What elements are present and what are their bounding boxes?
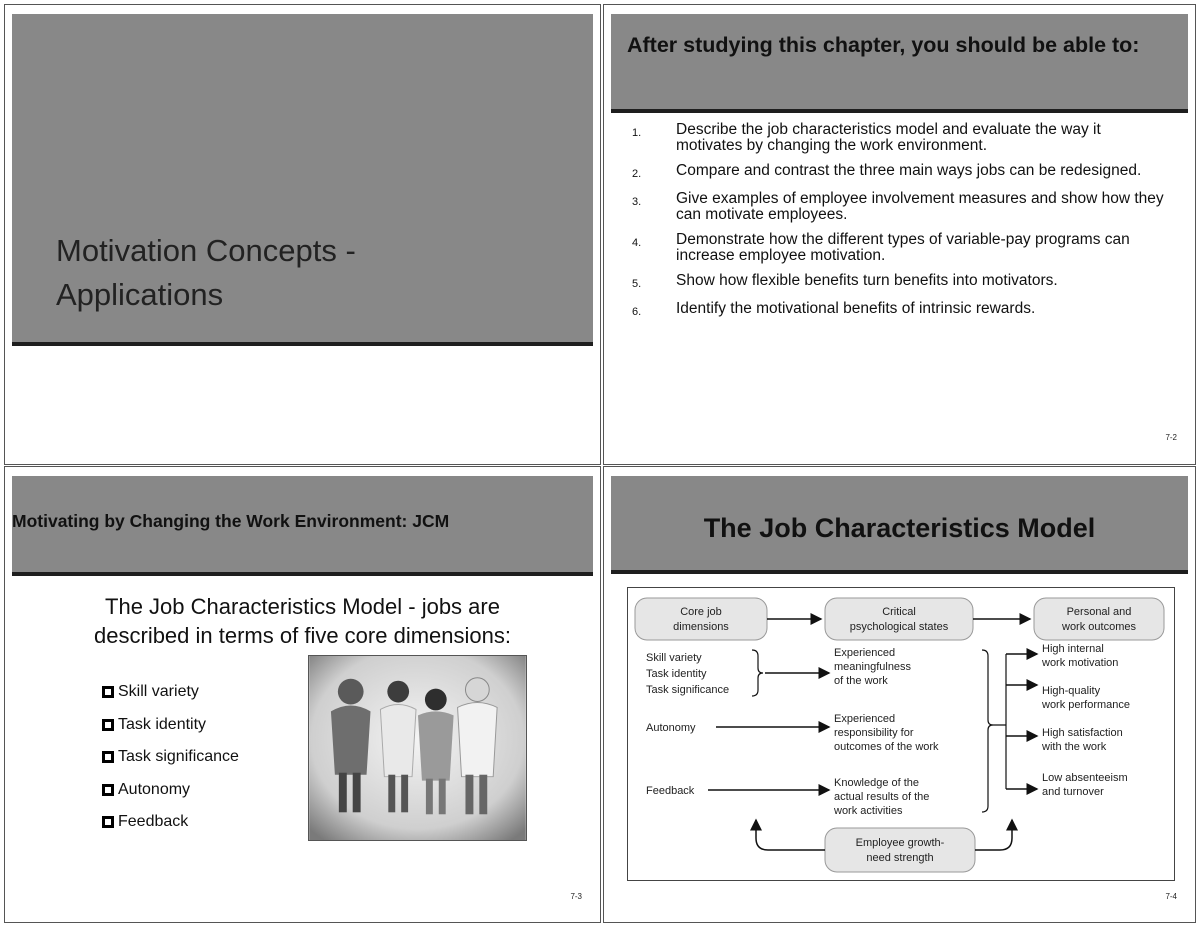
growth-need-strength-box	[825, 828, 975, 872]
intro-text: The Job Characteristics Model - jobs are described in terms of five core dimensions:	[94, 594, 511, 648]
moderator-line-1: Employee growth-	[855, 837, 945, 849]
state-responsibility-line-3: outcomes of the work	[834, 741, 939, 753]
outcome-4-line-2: and turnover	[1042, 786, 1104, 798]
outcome-1-line-2: work motivation	[1042, 657, 1119, 669]
critical-states-box	[825, 598, 973, 640]
objective-item: 3. Give examples of employee involvement measures and show how they can motivate employees.	[632, 190, 1164, 223]
title-line-2: Applications	[56, 277, 224, 312]
title-divider	[611, 109, 1188, 113]
objectives-list	[632, 122, 1165, 329]
core-dims-brace	[752, 650, 763, 696]
outcome-2-line-2: work performance	[1042, 699, 1131, 711]
square-bullet-icon	[102, 751, 114, 763]
title-divider	[12, 572, 593, 576]
title-divider	[12, 342, 593, 346]
slide-1	[4, 4, 601, 465]
list-item: Task identity	[102, 709, 239, 742]
square-bullet-icon	[102, 686, 114, 698]
title-divider	[611, 570, 1188, 574]
state-knowledge-line-1: Knowledge of the	[834, 777, 920, 789]
list-item: Skill variety	[102, 676, 239, 709]
objective-item: 1. Describe the job characteristics model and evaluate the way it motivates by changing the work environment.	[632, 121, 1101, 154]
objective-item: 2. Compare and contrast the three main ways jobs can be redesigned.	[632, 162, 1142, 180]
presentation-title	[56, 229, 356, 317]
state-knowledge-line-3: work activities	[834, 805, 903, 817]
outcome-3-line-1: High satisfaction	[1042, 727, 1123, 739]
page-number: 7-3	[570, 892, 582, 901]
core-dimensions-list	[102, 676, 239, 839]
slide-title: Motivating by Changing the Work Environment: JCM	[12, 511, 450, 531]
moderator-arrow-right	[975, 820, 1012, 850]
box-core-line-2: dimensions	[673, 621, 729, 633]
outcome-1-line-1: High internal	[1042, 643, 1104, 655]
slide-title: The Job Characteristics Model	[703, 513, 1096, 543]
list-item: Task significance	[102, 741, 239, 774]
slide-4	[603, 466, 1196, 923]
objectives-title: After studying this chapter, you should be able to:	[627, 33, 1140, 57]
box-core-line-1: Core job	[680, 606, 722, 618]
outcome-connector	[993, 654, 1006, 789]
objective-item: 6. Identify the motivational benefits of intrinsic rewards.	[632, 300, 1036, 318]
core-job-dimensions-box	[635, 598, 767, 640]
slide-2	[603, 4, 1196, 465]
square-bullet-icon	[102, 784, 114, 796]
jcm-diagram-svg	[628, 588, 1176, 882]
state-meaning-line-2: meaningfulness	[834, 661, 912, 673]
title-line-1: Motivation Concepts -	[56, 233, 356, 268]
jcm-diagram	[627, 587, 1175, 881]
state-responsibility-line-1: Experienced	[834, 713, 896, 725]
list-item: Feedback	[102, 806, 239, 839]
state-knowledge-line-2: actual results of the	[834, 791, 930, 803]
core-dim-task-significance: Task significance	[646, 684, 730, 696]
moderator-line-2: need strength	[866, 852, 934, 864]
box-personal-line-2: work outcomes	[1062, 621, 1136, 633]
box-personal-line-1: Personal and	[1066, 606, 1132, 618]
core-dim-autonomy: Autonomy	[646, 722, 696, 734]
objective-item: 4. Demonstrate how the different types of variable-pay programs can increase employee motivation.	[632, 231, 1130, 264]
list-item: Autonomy	[102, 774, 239, 807]
outcome-4-line-1: Low absenteeism	[1042, 772, 1128, 784]
core-dim-task-identity: Task identity	[646, 668, 707, 680]
title-band	[611, 14, 1188, 109]
core-dim-feedback: Feedback	[646, 785, 695, 797]
box-critical-line-1: Critical	[882, 606, 916, 618]
page-number: 7-4	[1165, 892, 1177, 901]
objective-item: 5. Show how flexible benefits turn benefits into motivators.	[632, 272, 1058, 290]
square-bullet-icon	[102, 816, 114, 828]
outcome-2-line-1: High-quality	[1042, 685, 1101, 697]
state-meaning-line-1: Experienced	[834, 647, 896, 659]
moderator-arrow-left	[756, 820, 825, 850]
personal-outcomes-box	[1034, 598, 1164, 640]
slide-3	[4, 466, 601, 923]
page-number: 7-2	[1165, 433, 1177, 442]
state-responsibility-line-2: responsibility for	[834, 727, 914, 739]
team-photo	[308, 655, 527, 841]
square-bullet-icon	[102, 719, 114, 731]
state-meaning-line-3: of the work	[834, 675, 888, 687]
outcome-3-line-2: with the work	[1042, 741, 1107, 753]
core-dim-skill-variety: Skill variety	[646, 652, 702, 664]
states-brace	[982, 650, 993, 812]
box-critical-line-2: psychological states	[849, 621, 949, 633]
